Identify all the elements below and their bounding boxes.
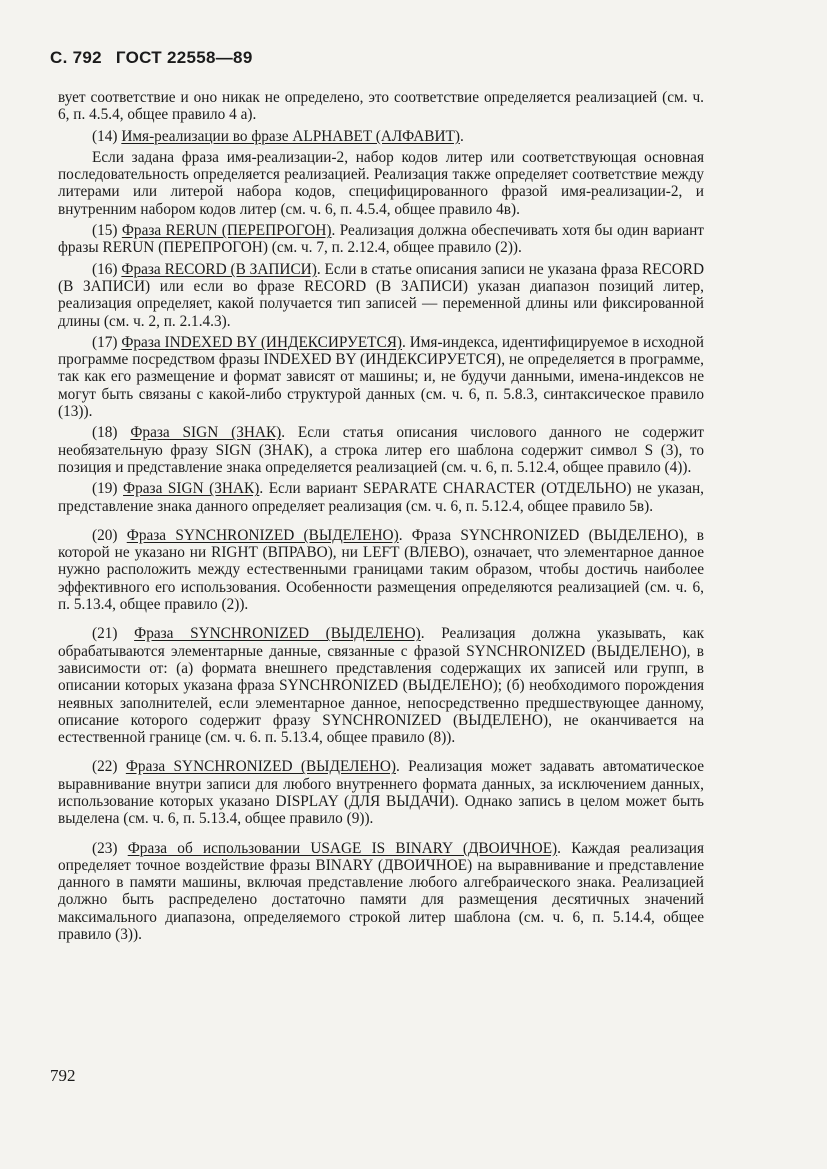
item-heading: Имя-реализации во фразе ALPHABET (АЛФАВИТ) xyxy=(121,127,460,145)
item-number: (19) xyxy=(92,480,124,498)
paragraph-text: . Если статья описания числового данного не содержит необязательную фразу SIGN (ЗНАК), а строка литер его шаблона содержит символ S (3), то позиция и представление знака определяется реализацией (см. ч. 6, п. 5.12.4, общее правило (4)). xyxy=(58,424,704,476)
paragraph-22 xyxy=(58,758,704,827)
body-text xyxy=(58,89,704,947)
paragraph-18 xyxy=(58,424,704,476)
item-heading: Фраза SIGN (ЗНАК) xyxy=(123,480,260,498)
page-reference: С. 792 xyxy=(50,48,102,67)
paragraph-19 xyxy=(58,480,704,515)
paragraph-14 xyxy=(58,128,704,145)
item-number: (14) xyxy=(92,127,122,145)
item-heading: Фраза RERUN (ПЕРЕПРОГОН) xyxy=(121,222,332,240)
paragraph-23 xyxy=(58,840,704,944)
item-heading: Фраза SYNCHRONIZED (ВЫДЕЛЕНО) xyxy=(125,758,396,776)
paragraph-17 xyxy=(58,334,704,420)
item-number: (16) xyxy=(92,260,122,278)
item-heading: Фраза об использовании USAGE IS BINARY (ДВОИЧНОЕ) xyxy=(127,839,558,857)
item-number: (15) xyxy=(92,222,122,240)
paragraph-text: Если задана фраза имя-реализации-2, набор кодов литер или соответствующая основная последовательность определяется реализацией. Реализация также определяет соответствие между литерами или литерой набора кодов, специфицированного фразой имя-реализации-2, и внутренним набором кодов литер (см. ч. 6, п. 4.5.4, общее правило 4в). xyxy=(58,148,704,218)
paragraph-text: . xyxy=(459,127,464,145)
item-heading: Фраза INDEXED BY (ИНДЕКСИРУЕТСЯ) xyxy=(121,333,403,351)
item-number: (23) xyxy=(92,839,128,857)
paragraph-text: . Реализация должна обеспечивать хотя бы один вариант фразы RERUN (ПЕРЕПРОГОН) (см. ч. 7, п. 2.12.4, общее правило (2)). xyxy=(58,222,704,257)
paragraph-text: . Если вариант SEPARATE CHARACTER (ОТДЕЛЬНО) не указан, представление знака данного определяет реализация (см. ч. 6, п. 5.12.4, общее правило 5в). xyxy=(58,480,704,515)
paragraph-16 xyxy=(58,261,704,330)
paragraph-text: . Каждая реализация определяет точное воздействие фразы BINARY (ДВОИЧНОЕ) на выравнивание и представление данного в памяти машины, включая представление любого алгебраического знака. Реализацией должно быть распределено достаточно памяти для размещения десятичных значений максимального диапазона, определяемого строкой литер шаблона (см. ч. 6, п. 5.14.4, общее правило (3)). xyxy=(58,839,705,944)
paragraph-text: вует соответствие и оно никак не определено, это соответствие определяется реализацией (см. ч. 6, п. 4.5.4, общее правило 4 а). xyxy=(58,89,704,124)
paragraph-15 xyxy=(58,222,704,257)
paragraph-14-body xyxy=(58,149,704,218)
paragraph-continuation xyxy=(58,89,704,124)
item-heading: Фраза SIGN (ЗНАК) xyxy=(130,424,282,442)
paragraph-text: . Реализация может задавать автоматическое выравнивание внутри записи для любого внутреннего формата данных, за исключением данных, использование которых указано DISPLAY (ДЛЯ ВЫДАЧИ). Однако запись в целом может быть выделена (см. ч. 6, п. 5.13.4, общее правило (9)). xyxy=(58,758,704,828)
page-number: 792 xyxy=(50,1066,76,1085)
item-heading: Фраза SYNCHRONIZED (ВЫДЕЛЕНО) xyxy=(126,526,399,544)
item-number: (21) xyxy=(92,625,135,643)
page-header xyxy=(50,48,253,68)
paragraph-text: . Имя-индекса, идентифицируемое в исходной программе посредством фразы INDEXED BY (ИНДЕКСИРУЕТСЯ), не определяется в программе, так как его размещение и формат зависят от машины; и, не будучи данными, имена-индексов не могут быть связаны с какой-либо структурой данных (см. ч. 6, п. 5.8.3, синтаксическое правило (13)). xyxy=(58,333,704,421)
standard-code: ГОСТ 22558—89 xyxy=(115,48,253,67)
paragraph-20 xyxy=(58,527,704,613)
paragraph-text: . Реализация должна указывать, как обрабатываются элементарные данные, связанные с фразой SYNCHRONIZED (ВЫДЕЛЕНО), в зависимости от: (а) формата внешнего представления содержащих их записей или групп, в описании которых указана фраза SYNCHRONIZED (ВЫДЕЛЕНО); (б) необходимого порождения неявных заполнителей, если элементарное данное, непосредственно предшествующее данному, описание которого содержит фразу SYNCHRONIZED (ВЫДЕЛЕНО), не оканчивается на естественной границе (см. ч. 6. п. 5.13.4, общее правило (8)). xyxy=(58,625,704,747)
item-number: (18) xyxy=(92,424,131,442)
item-number: (17) xyxy=(92,333,122,351)
paragraph-21 xyxy=(58,625,704,746)
item-number: (22) xyxy=(92,758,126,776)
item-number: (20) xyxy=(92,526,127,544)
paragraph-text: . Если в статье описания записи не указана фраза RECORD (В ЗАПИСИ) или если во фразе RECORD (В ЗАПИСИ) указан диапазон позиций литер, реализация определяет, какой получается тип записей — переменной длины или фиксированной длины (см. ч. 2, п. 2.1.4.3). xyxy=(58,260,704,330)
paragraph-text: . Фраза SYNCHRONIZED (ВЫДЕЛЕНО), в которой не указано ни RIGHT (ВПРАВО), ни LEFT (ВЛЕВО), означает, что элементарное данное нужно расположить между естественными границами таким образом, чтобы достичь наиболее эффективного его использования. Особенности размещения определяются реализацией (см. ч. 6, п. 5.13.4, общее правило (2)). xyxy=(58,526,704,614)
item-heading: Фраза RECORD (В ЗАПИСИ) xyxy=(121,260,317,278)
item-heading: Фраза SYNCHRONIZED (ВЫДЕЛЕНО) xyxy=(134,625,421,643)
